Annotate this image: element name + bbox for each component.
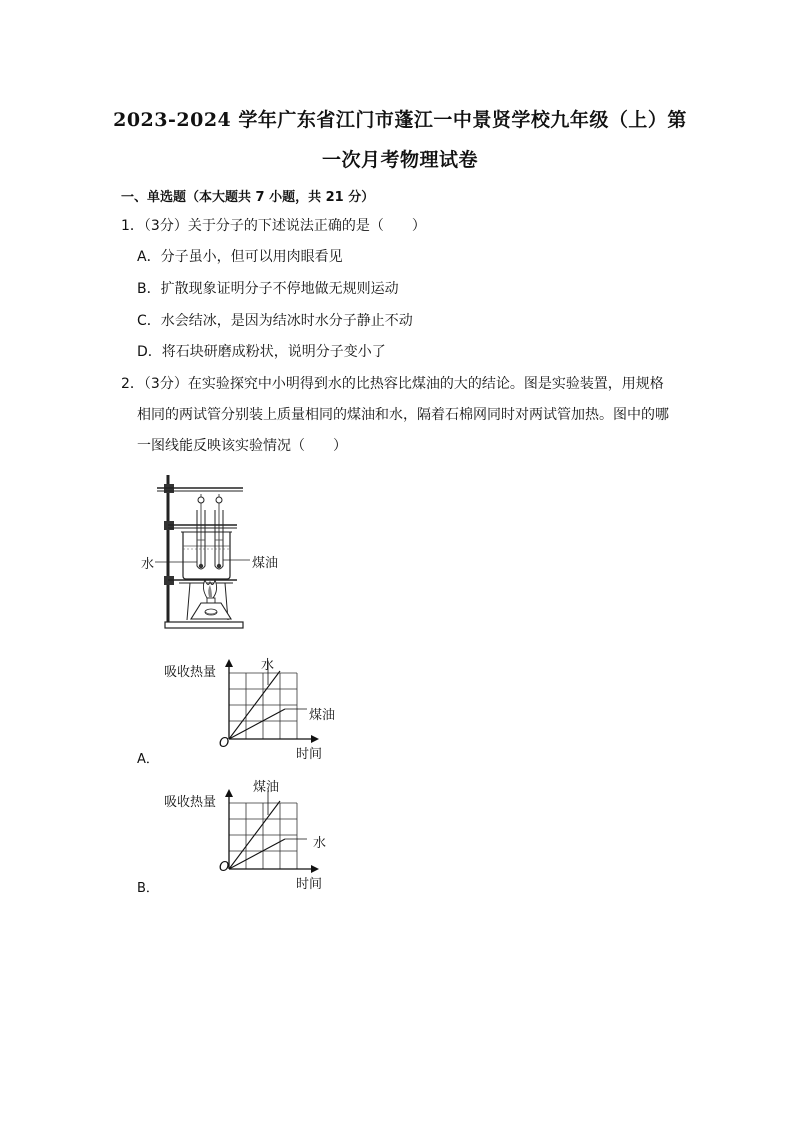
graph-a-origin-label: O	[219, 736, 230, 751]
question-1-option-c: C．水会结冰，是因为结冰时水分子静止不动	[137, 313, 413, 329]
question-1-stem: 1．（3分）关于分子的下述说法正确的是（ ）	[121, 218, 426, 234]
apparatus-water-label: 水	[141, 557, 155, 572]
graph-b-kerosene-line-label: 煤油	[253, 780, 280, 795]
apparatus-kerosene-label: 煤油	[252, 556, 279, 571]
exam-title-line-1: 2023-2024 学年广东省江门市蓬江一中景贤学校九年级（上）第	[113, 109, 687, 131]
question-1-option-d: D．将石块研磨成粉状，说明分子变小了	[137, 344, 386, 360]
section-heading: 一、单选题（本大题共 7 小题，共 21 分）	[121, 190, 375, 205]
graph-a-y-axis-label: 吸收热量	[164, 665, 217, 680]
graph-a-x-axis-label: 时间	[296, 747, 323, 762]
question-1-option-a: A．分子虽小，但可以用肉眼看见	[137, 249, 343, 265]
question-2-stem-line-3: 一图线能反映该实验情况（ ）	[137, 438, 347, 454]
graph-a-kerosene-line-label: 煤油	[309, 708, 336, 723]
graph-a-water-line-label: 水	[261, 658, 275, 673]
exam-title-line-2: 一次月考物理试卷	[321, 149, 478, 171]
graph-b-origin-label: O	[219, 860, 230, 875]
option-b-label: B．	[137, 881, 159, 896]
question-2-stem-line-1: 2．（3分）在实验探究中小明得到水的比热容比煤油的大的结论。图是实验装置，用规格	[121, 376, 664, 392]
graph-b-x-axis-label: 时间	[296, 877, 323, 892]
question-1-option-b: B．扩散现象证明分子不停地做无规则运动	[137, 281, 399, 297]
heating-apparatus-figure	[135, 470, 305, 640]
option-a-label: A．	[137, 752, 159, 767]
graph-b-water-line-label: 水	[313, 836, 327, 851]
question-2-stem-line-2: 相同的两试管分别装上质量相同的煤油和水，隔着石棉网同时对两试管加热。图中的哪	[137, 407, 669, 423]
graph-b-y-axis-label: 吸收热量	[164, 795, 217, 810]
